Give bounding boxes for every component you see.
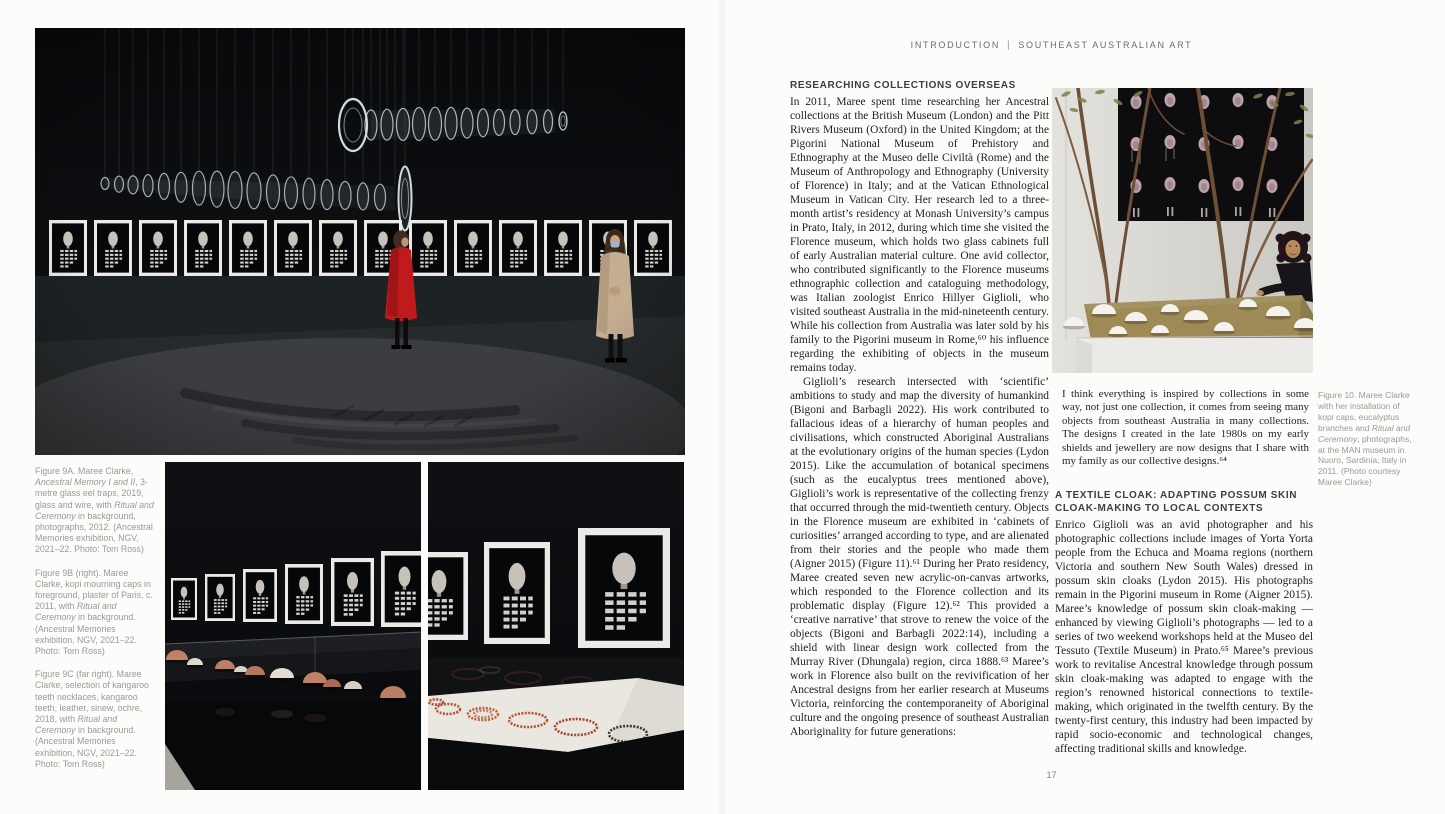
- section-heading-textile: A TEXTILE CLOAK: ADAPTING POSSUM SKIN CLOAK-MAKING TO LOCAL CONTEXTS: [1055, 490, 1298, 515]
- display-case-front: [165, 702, 421, 790]
- running-header: [790, 40, 1313, 51]
- gallery-installation-art: [35, 28, 685, 455]
- body-paragraph: In 2011, Maree spent time researching her Ancestral collections at the British Museum (London) and the Pitt Rivers Museum (Oxford) in the United Kingdom; at the Pigorini National Museum of Prehistory and Ethnography at the Museo delle Civiltà (Rome) and the Museum of Anthropology and Ethnography (University of Florence) in Italy; and at the Vatican Ethnological Museum in Vatican City. Her research led to a three-month artist’s residency at Monash University’s campus in Prato, Italy, in 2012, during which time she visited the Florence museum, which holds two glass cabinets full of early Australian material culture. One avid collector, who contributed significantly to the Florence museums ethnographic collection and cataloguing methodology, was Italian zoologist Enrico Hillyer Giglioli, who visited southeast Australia in the mid-nineteenth century. While his collection from Australia was later sold by his family to the Pigorini museum in Rome,⁶⁰ his influence regarding the exhibiting of objects in the museum remains today.: [790, 96, 1049, 374]
- figure-9b-photo: [165, 462, 421, 790]
- figure-9b-caption: Figure 9B (right). Maree Clarke, kopi mourning caps in foreground, plaster of Paris, c. 2011, with Ritual and Ceremony in background. (Ancestral Memories exhibition, NGV, 2021–22. Photo: Tom Ross): [35, 567, 153, 657]
- kopi-caps-installation: [1052, 88, 1313, 373]
- left-captions-column: [35, 466, 156, 770]
- figure-9c-caption: Figure 9C (far right). Maree Clarke, selection of kangaroo teeth necklaces, kangaroo teeth, leather, sinew, ochre, 2018, with Ritual and Ceremony in background. (Ancestral Memories exhibition, NGV, 2021–22. Photo: Tom Ross): [35, 669, 149, 769]
- header-divider: |: [1007, 40, 1012, 51]
- figure-9a-caption: Figure 9A. Maree Clarke, Ancestral Memory I and II, 3-metre glass eel traps, 2019, glass and wire, with Ritual and Ceremony in background, photographs, 2012. (Ancestral Memories exhibition, NGV, 2021–22. Photo: Tom Ross): [35, 466, 154, 555]
- figure-9a-photo: [35, 28, 685, 455]
- pull-quote: I think everything is inspired by collections in some way, not just one collection, it comes from seeing many objects from southeast Australia in many collections. The designs I created in the late 1980s on my early shields and jewellery are now designs that I share with my family as our collective designs.⁶⁴: [1062, 388, 1309, 468]
- text-column-right: [1055, 388, 1313, 756]
- body-paragraph: Giglioli’s research intersected with ‘scientific’ ambitions to study and map the diversity of humankind (Bigoni and Barbagli 2022). His work contributed to fallacious ideas of a hierarchy of human peoples and civilisations, which constructed Aboriginal Australians at the evolutionary origins of the human species (Lydon 2015). Like the accumulation of botanical specimens (such as the eucalyptus trees mentioned above), Giglioli’s work is representative of the collecting frenzy that occurred through the mid-twentieth century. Objects in the Florence museum are exhibited in ‘cabinets of curiosities’ arranged according to type, and are alienated from their stories and the people who made them (Aigner 2015) (Figure 11).⁶¹ During her Prato residency, Maree created seven new acrylic-on-canvas artworks, which responded to the Florence collection and its problematic display (Figure 12).⁶² This provided a ‘creative narrative’ that strove to renew the voice of the objects (Bigoni and Barbagli 2022:14), including a shield with linear design work collected from the Murray River (Dhungala) region, circa 1888.⁶³ Maree’s work in Florence also built on the revivification of her Ancestral designs from her earlier research at Museums Victoria, reinforcing the contemporaneity of Aboriginal culture and the ongoing presence of southeast Australian Aboriginality for future generations:: [790, 376, 1049, 738]
- maree-hand: [1256, 290, 1264, 296]
- header-section-label: INTRODUCTION: [910, 40, 1001, 50]
- page-number: 17: [1046, 770, 1057, 780]
- header-title-label: SOUTHEAST AUSTRALIAN ART: [1018, 40, 1193, 50]
- kopi-caps-display: [165, 462, 421, 790]
- figure-10-photo: [1052, 88, 1313, 373]
- necklace-display: [428, 462, 684, 790]
- figure-10-caption: Figure 10. Maree Clarke with her installation of kopi caps, eucalyptus branches and Ritual and Ceremony, photographs, at the MAN museum in Nuoro, Sardinia, Italy in 2011. (Photo courtesy Maree Clarke): [1318, 390, 1412, 488]
- figure-9c-photo: [428, 462, 684, 790]
- white-plinth: [1076, 336, 1313, 373]
- vignette-overlay: [35, 28, 685, 455]
- section-heading-researching: RESEARCHING COLLECTIONS OVERSEAS: [790, 80, 1016, 91]
- text-column-left: [790, 79, 1049, 739]
- page-gutter: [717, 0, 727, 814]
- body-paragraph: Enrico Giglioli was an avid photographer and his photographic collections include images of Yorta Yorta people from the Echuca and Moama regions (northern Victoria and southern New South Wales) dressed in possum skin cloaks (Lydon 2015). His photographs remain in the Pigorini museum in Rome (Aigner 2015). Maree’s knowledge of possum skin cloak-making — enhanced by viewing Giglioli’s photographs — led to a series of two weekend workshops held at the Museo del Tessuto (Textile Museum) in Prato.⁶⁵ Maree’s previous work to revitalise Ancestral knowledge through possum skin cloak-making was adapted to engage with the region’s renowned historical connections to textile-making, which originated in the twelfth century. By the twenty-first century, this industry had been impacted by rapid socio-economic and technological changes, affecting traditional skills and knowledge.: [1055, 519, 1313, 756]
